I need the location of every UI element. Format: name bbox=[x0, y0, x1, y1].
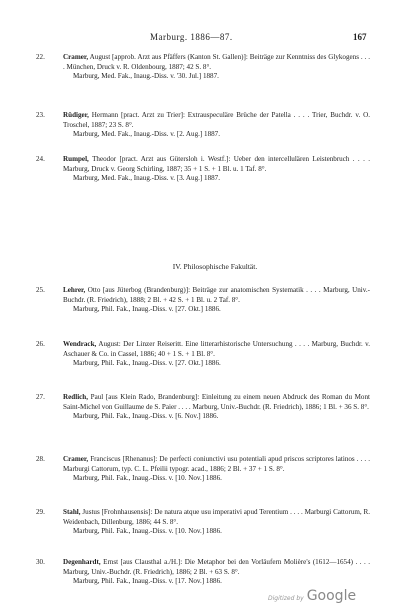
entry-note: Marburg, Phil. Fak., Inaug.-Diss. v. [27. Okt.] 1886. bbox=[73, 359, 221, 368]
section-title: IV. Philosophische Fakultät. bbox=[172, 262, 258, 271]
watermark-prefix: Digitized by bbox=[268, 595, 304, 602]
entry-note: Marburg, Phil. Fak., Inaug.-Diss. v. [10. Nov.] 1886. bbox=[73, 527, 222, 536]
entry-note: Marburg, Phil. Fak., Inaug.-Diss. v. [27. Okt.] 1886. bbox=[73, 305, 221, 314]
google-logo: Google bbox=[306, 588, 357, 604]
entry-number: 29. bbox=[36, 508, 45, 516]
entry-text: Hermann [pract. Arzt zu Trier]: Extrauspeculäre Brüche der Patella . . . . Trier, Buchdr. v. O. Troschel, 1887; 23 S. 8°. bbox=[63, 111, 370, 129]
entry-text: August: Der Linzer Reiseritt. Eine litterarhistorische Untersuchung . . . . Marburg, Buchdr. v. Aschauer & Co. in Cassel, 1886; 40 + 1 S. + 1 Bl. 8°. bbox=[63, 340, 370, 358]
entry-number: 25. bbox=[36, 286, 45, 294]
entry-note: Marburg, Med. Fak., Inaug.-Diss. v. [3. Aug.] 1887. bbox=[73, 174, 220, 183]
entry-text: Otto [aus Jüterbog (Brandenburg)]: Beiträge zur anatomischen Systematik . . . . Marburg, Univ.-Buchdr. (R. Friedrich), 1888; 2 Bl. + 42 S. + 1 Bl. u. 2 Taf. 8°. bbox=[63, 286, 370, 304]
bibliography-entry bbox=[36, 558, 370, 587]
bibliography-entry bbox=[36, 393, 370, 422]
entry-text: Justus [Frohnhausensis]: De natura atque usu imperativi apud Terentium . . . . Marburgi Cattorum, R. Weidenbach, Dillenburg, 1886; 44 S. 8°. bbox=[63, 508, 370, 526]
entry-number: 23. bbox=[36, 111, 45, 119]
entry-text: Theodor [pract. Arzt aus Gütersloh i. Westf.]: Ueber den intercellulären Leistenbruch . . . . Marburg, Druck v. Georg Schirling, 1887; 35 + 1 S. + 1 Bl. u. 1 Taf. 8°. bbox=[63, 155, 370, 173]
author-name: Redlich, bbox=[63, 393, 89, 401]
entry-note: Marburg, Phil. Fak., Inaug.-Diss. v. [6. Nov.] 1886. bbox=[73, 412, 219, 421]
bibliography-entry bbox=[36, 111, 370, 140]
entry-number: 28. bbox=[36, 455, 45, 463]
author-name: Cramer, bbox=[63, 53, 89, 61]
entry-number: 22. bbox=[36, 53, 45, 61]
bibliography-entry bbox=[36, 455, 370, 484]
author-name: Rumpel, bbox=[63, 155, 89, 163]
author-name: Stahl, bbox=[63, 508, 81, 516]
page-number: 167 bbox=[353, 32, 367, 42]
bibliography-entry bbox=[36, 340, 370, 369]
author-name: Cramer, bbox=[63, 455, 89, 463]
author-name: Lehrer, bbox=[63, 286, 86, 294]
entry-number: 26. bbox=[36, 340, 45, 348]
entry-number: 30. bbox=[36, 558, 45, 566]
bibliography-entry bbox=[36, 53, 370, 82]
running-title: Marburg. 1886—87. bbox=[150, 32, 233, 42]
bibliography-entry bbox=[36, 155, 370, 184]
running-header bbox=[0, 32, 400, 44]
bibliography-entry bbox=[36, 286, 370, 315]
section-heading bbox=[0, 262, 400, 271]
entry-note: Marburg, Phil. Fak., Inaug.-Diss. v. [17. Nov.] 1886. bbox=[73, 577, 222, 586]
entry-text: Ernst [aus Clausthal a./H.]: Die Metaphor bei den Vorläufern Molière's (1612—1654) . . . . Marburg, Univ.-Buchdr. (R. Friedrich), 1886; 2 Bl. + 63 S. 8°. bbox=[63, 558, 370, 576]
entry-text: August [approb. Arzt aus Pfäffers (Kanton St. Gallen)]: Beiträge zur Kenntniss des Glykogens . . . . München, Druck v. R. Oldenbourg, 1887; 42 S. 8°. bbox=[63, 53, 370, 71]
digitized-by-google-watermark bbox=[268, 585, 356, 604]
bibliography-entry bbox=[36, 508, 370, 537]
entry-note: Marburg, Med. Fak., Inaug.-Diss. v. '30. Jul.] 1887. bbox=[73, 72, 219, 81]
author-name: Wendrack, bbox=[63, 340, 97, 348]
entry-text: Franciscus [Rhenanus]: De perfecti coniunctivi usu potentiali apud priscos scriptores latinos . . . . Marburgi Cattorum, typ. C. L. Pfeilii typogr. acad., 1886; 2 Bl. + 37 + 1 S. 8°. bbox=[63, 455, 370, 473]
entry-number: 27. bbox=[36, 393, 45, 401]
entry-text: Paul [aus Klein Rado, Brandenburg]: Einleitung zu einem neuen Abdruck des Roman du Mont Saint-Michel von Guillaume de S. Paier . . . . Marburg, Univ.-Buchdr. (R. Friedrich), 1886; 1 Bl. + 36 S. 8°. bbox=[63, 393, 370, 411]
entry-note: Marburg, Phil. Fak., Inaug.-Diss. v. [10. Nov.] 1886. bbox=[73, 474, 222, 483]
author-name: Degenhardt, bbox=[63, 558, 101, 566]
entry-number: 24. bbox=[36, 155, 45, 163]
entry-note: Marburg, Med. Fak., Inaug.-Diss. v. [2. Aug.] 1887. bbox=[73, 130, 220, 139]
author-name: Rüdiger, bbox=[63, 111, 89, 119]
